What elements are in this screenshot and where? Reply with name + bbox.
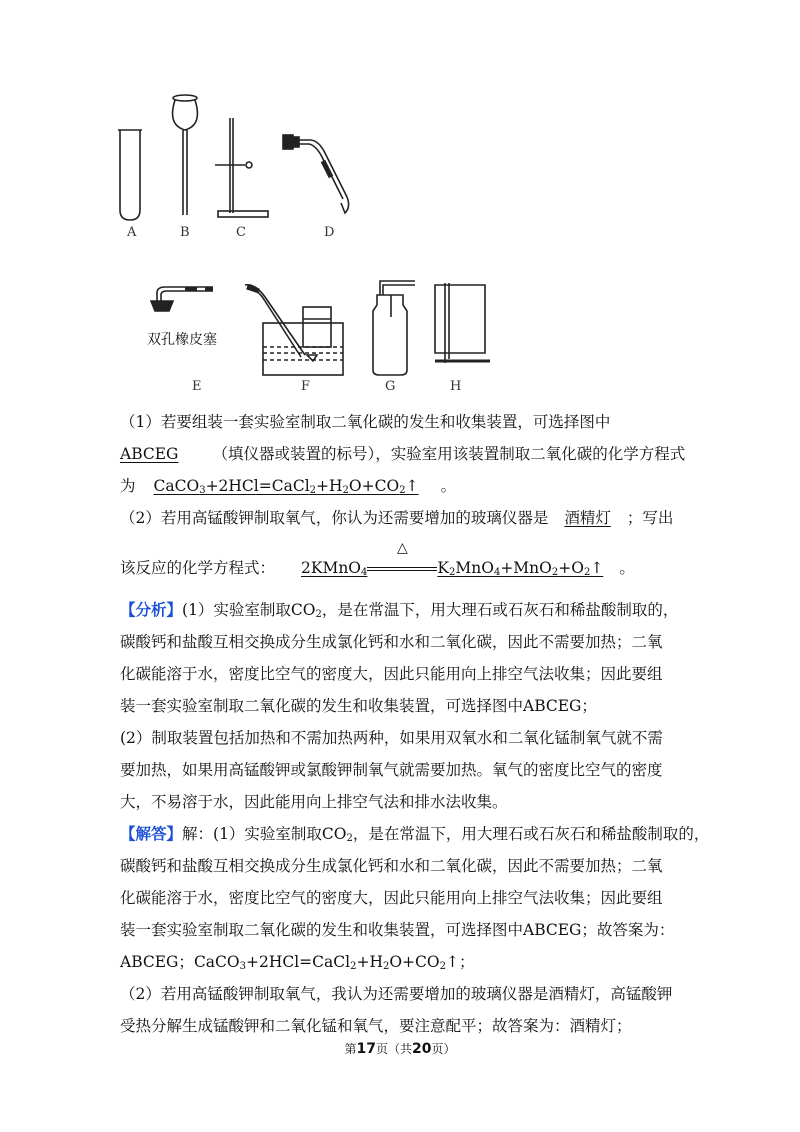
analysis-line-3: 化碳能溶于水，密度比空气的密度大，因此只能用向上排空气法收集；因此要组 — [120, 665, 663, 683]
apparatus-drawing — [105, 85, 525, 405]
solution-line-6: （2）若用高锰酸钾制取氧气，我认为还需要增加的玻璃仪器是酒精灯，高锰酸钾 — [120, 985, 673, 1003]
analysis-tag: 【分析】 — [120, 601, 183, 619]
solution-line-2: 碳酸钙和盐酸互相交换成分生成氯化钙和水和二氧化碳，因此不需要加热；二氧 — [120, 857, 663, 875]
gas-bottle-drawing — [373, 281, 415, 375]
question-1-line-1: （1）若要组装一套实验室制取二氧化碳的发生和收集装置，可选择图中 — [120, 413, 611, 431]
analysis-line-5: (2）制取装置包括加热和不需加热两种，如果用双氧水和二氧化锰制氧气就不需 — [120, 729, 663, 747]
answer-kmno4-equation: 2KMnO$_4$ — [301, 559, 368, 578]
answer-alcohol-lamp: 酒精灯 — [564, 509, 611, 527]
double-hole-stopper-drawing — [151, 287, 213, 311]
delivery-tube-drawing — [283, 135, 349, 213]
question-1-line-3: 为 $CaCO_3+2HCl=CaCl_2+H_2O+CO_2↑$ 。 — [120, 477, 457, 496]
label-f: F — [301, 379, 311, 394]
rubber-stopper-caption: 双孔橡皮塞 — [147, 332, 217, 348]
label-a: A — [127, 225, 137, 240]
iron-stand-drawing — [215, 118, 268, 217]
water-trough-drawing — [245, 285, 343, 375]
solution-tag: 【解答】 — [120, 825, 183, 843]
page-total: 20 — [412, 1041, 432, 1057]
label-b: B — [180, 225, 190, 240]
analysis-line-1: 【分析】(1）实验室制取$CO_2$，是在常温下，用大理石或石灰石和稀盐酸制取的， — [120, 601, 679, 620]
heating-condition-sign: △ — [367, 558, 437, 578]
label-h: H — [450, 379, 462, 394]
analysis-line-6: 要加热，如果用高锰酸钾或氯酸钾制氧气就需要加热。氧气的密度比空气的密度 — [120, 761, 663, 779]
funnel-drawing — [173, 95, 198, 215]
analysis-line-4: 装一套实验室制取二氧化碳的发生和收集装置，可选择图中ABCEG； — [120, 697, 597, 715]
bottle-with-tube-drawing — [435, 283, 490, 363]
answer-apparatus: ABCEG — [120, 445, 179, 463]
solution-line-4: 装一套实验室制取二氧化碳的发生和收集装置，可选择图中ABCEG；故答案为： — [120, 921, 675, 939]
label-c: C — [236, 225, 246, 240]
page-footer: 第17页（共20页） — [344, 1041, 456, 1057]
label-d: D — [324, 225, 335, 240]
question-2-line-1: （2）若用高锰酸钾制取氧气，你认为还需要增加的玻璃仪器是 酒精灯 ；写出 — [120, 509, 674, 527]
analysis-line-2: 碳酸钙和盐酸互相交换成分生成氯化钙和水和二氧化碳，因此不需要加热；二氧 — [120, 633, 663, 651]
solution-line-3: 化碳能溶于水，密度比空气的密度大，因此只能用向上排空气法收集；因此要组 — [120, 889, 663, 907]
page-number: 17 — [356, 1041, 376, 1057]
question-2-line-2: 该反应的化学方程式： 2KMnO$_4$ △ $K_2MnO_4+MnO_2+O_2↑$ 。 — [120, 540, 635, 578]
test-tube-drawing — [118, 130, 142, 220]
apparatus-figure — [105, 85, 525, 405]
label-g: G — [385, 379, 396, 394]
solution-line-5: ABCEG；$CaCO_3+2HCl=CaCl_2+H_2O+CO_2↑$； — [120, 953, 475, 972]
analysis-line-7: 大，不易溶于水，因此能用向上排空气法和排水法收集。 — [120, 793, 508, 811]
question-1-line-2: ABCEG （填仪器或装置的标号），实验室用该装置制取二氧化碳的化学方程式 — [120, 445, 686, 463]
label-e: E — [192, 379, 202, 394]
solution-line-7: 受热分解生成锰酸钾和二氧化锰和氧气，要注意配平；故答案为：酒精灯； — [120, 1017, 632, 1035]
solution-line-1: 【解答】解：(1）实验室制取$CO_2$，是在常温下，用大理石或石灰石和稀盐酸制取的， — [120, 825, 710, 844]
answer-co2-equation: $CaCO_3+2HCl=CaCl_2+H_2O+CO_2↑$ — [153, 477, 419, 496]
